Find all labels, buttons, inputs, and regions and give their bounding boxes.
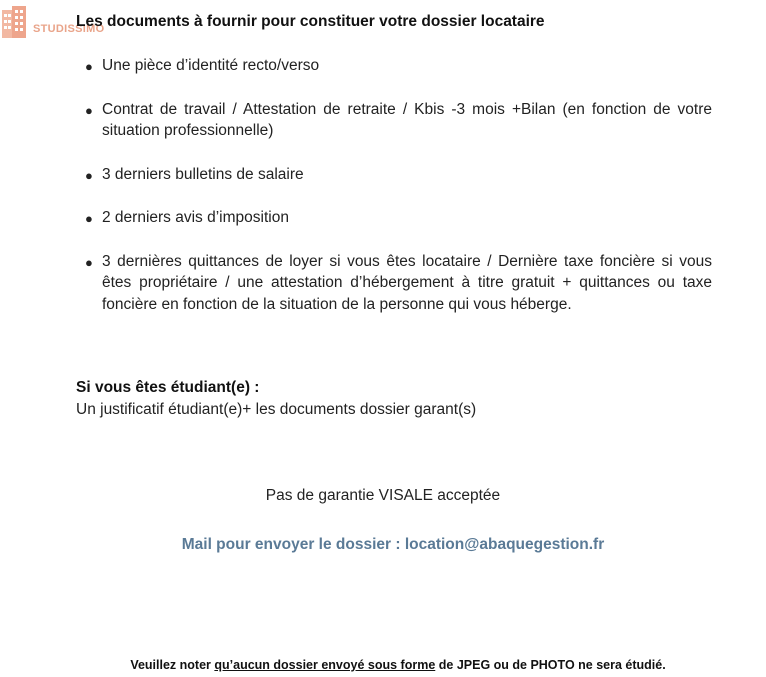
footer-notice: [0, 658, 766, 672]
footer-part-2: qu’aucun dossier envoyé sous forme: [214, 658, 436, 672]
bullet-icon: ●: [85, 59, 93, 74]
list-item: ● Contrat de travail / Attestation de retraite / Kbis -3 mois +Bilan (en fonction de votre situation professionnelle): [85, 100, 712, 139]
list-item: ● 3 derniers bulletins de salaire: [82, 164, 712, 186]
student-title: Si vous êtes étudiant(e) :: [76, 379, 260, 396]
student-text: Un justificatif étudiant(e)+ les documents dossier garant(s): [76, 401, 477, 418]
documents-list: [82, 55, 712, 315]
list-item: ● 2 derniers avis d’imposition: [82, 207, 712, 229]
bullet-icon: ●: [85, 102, 93, 118]
list-item: ● 3 dernières quittances de loyer si vous êtes locataire / Dernière taxe foncière si vous êtes propriétaire / une attestation d’hébergement à titre gratuit + quittances ou taxe foncière en fonction de la situation de la personne qui vous héberge.: [85, 252, 712, 313]
mail-contact: Mail pour envoyer le dossier : location@abaquegestion.fr: [181, 536, 605, 553]
list-item: ● Une pièce d’identité recto/verso: [82, 55, 712, 77]
page-heading: Les documents à fournir pour constituer votre dossier locataire: [76, 13, 545, 30]
footer-part-3: de JPEG ou de PHOTO ne sera étudié.: [435, 658, 666, 672]
bullet-icon: ●: [85, 167, 93, 183]
building-icon: [2, 6, 28, 38]
footer-part-1: Veuillez noter: [130, 658, 215, 672]
bullet-icon: ●: [85, 254, 93, 270]
logo-text: STUDISSIMO: [33, 23, 105, 35]
bullet-icon: ●: [85, 211, 93, 226]
visale-notice: Pas de garantie VISALE acceptée: [265, 487, 501, 504]
